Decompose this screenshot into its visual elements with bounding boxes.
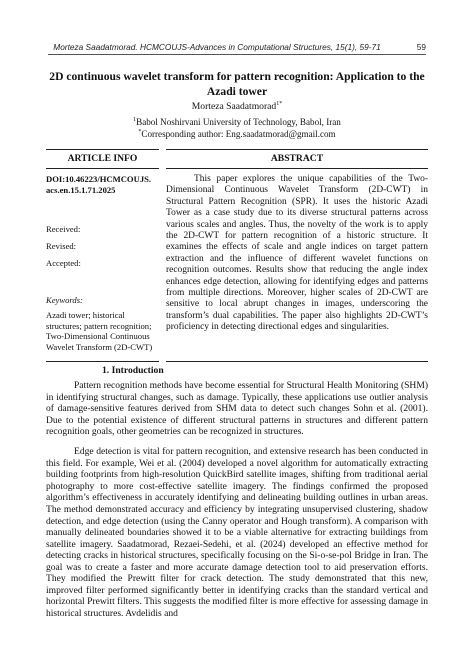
revised-label: Revised: [46,241,77,251]
section-heading-introduction: 1. Introduction [102,365,164,376]
keywords-list: Azadi tower; historical structures; pattern recognition; Two-Dimensional Continuous Wavelet Transform (2D-CWT) [46,310,153,352]
corresponding-line [40,128,434,140]
running-head [48,42,426,55]
corresponding-mark: * [138,128,142,135]
abstract-bottom-rule [166,361,428,362]
paragraph: Edge detection is vital for pattern recognition, and extensive research has been conducted in this field. For example, Wei et al. (2004) developed a novel algorithm for automatically extracting building footprints from high-resolution QuickBird satellite images, shifting from traditional aerial photography to more cost-effective satellite imagery. The findings confirmed the proposed algorithm’s effectiveness in accurately identifying and delineating building outlines in urban areas. The method demonstrated accuracy and efficiency by integrating unsupervised clustering, shadow detection, and edge detection (using the Canny operator and Hough transform). A comparison with manually delineated boundaries showed it to be a viable alternative for extracting buildings from satellite imagery. Saadatmorad, Rezaei-Sedehi, et al. (2024) developed an effective method for detecting cracks in historical structures, specifically focusing on the Si-o-se-pol Bridge in Iran. The goal was to create a faster and more accurate damage detection tool to aid preservation efforts. They modified the Prewitt filter for crack detection. The study demonstrated that this new, improved filter performed significantly better in identifying cracks than the standard vertical and horizontal Prewitt filters. This suggests the modified filter is more effective for assessing damage in historical structures. Avdelidis and [46,446,428,619]
abstract-heading: ABSTRACT [166,149,428,169]
author-marks: 1* [276,100,283,107]
abstract-text: This paper explores the unique capabilities of the Two-Dimensional Continuous Wavelet Transform (2D-CWT) in Structural Pattern Recognition (SPR). It uses the historic Azadi Tower as a case study due to its diverse structural patterns across various scales and angles. Thus, the novelty of the work is to apply the 2D-CWT for pattern recognition of a historic structure. It examines the effects of scale and angle indices on target pattern extraction and the influence of different wavelet functions on recognition outcomes. Results show that reducing the angle index enhances edge detection, allowing for identifying edges and patterns from multiple directions. Moreover, higher scales of 2D-CWT are sensitive to local abrupt changes in images, underscoring the transform’s dual capabilities. The paper also highlights 2D-CWT’s proficiency in detecting directional edges and singularities. [166,174,428,333]
running-head-citation: Morteza Saadatmorad. HCMCOUJS-Advances in Computational Structures, 15(1), 59-71 [53,42,381,52]
accepted-label: Accepted: [46,258,81,268]
keywords-label: Keywords: [46,295,83,305]
paragraph: Pattern recognition methods have become essential for Structural Health Monitoring (SHM) in identifying structural changes, such as damage. Typically, these applications use outlier analysis of damage-sensitive features derived from SHM data to detect such changes Sohn et al. (2001). Due to the potential existence of different structural patterns in structures and different pattern recognition goals, other geometries can be recognized in structures. [46,380,428,438]
affiliation-line [40,116,434,128]
paper-title: 2D continuous wavelet transform for pattern recognition: Application to the Azadi tower [49,70,425,98]
author-name: Morteza Saadatmorad [191,101,277,112]
doi-value: 10.46223/HCMCOUJS. acs.en.15.1.71.2025 [46,174,152,195]
page-number: 59 [416,42,426,52]
introduction-body [46,380,428,628]
affiliation-text: Babol Noshirvani University of Technology, Babol, Iran [136,117,341,127]
author-line [40,101,434,112]
article-info-heading: ARTICLE INFO [46,149,159,169]
affiliation-mark: 1 [133,116,137,123]
affiliation-block [40,116,434,140]
doi-block [46,174,159,195]
doi-label: DOI: [46,174,66,184]
article-info-bottom-rule [46,361,159,362]
corresponding-author: Corresponding author: Eng.saadatmorad@gmail.com [141,129,336,139]
received-label: Received: [46,224,81,234]
